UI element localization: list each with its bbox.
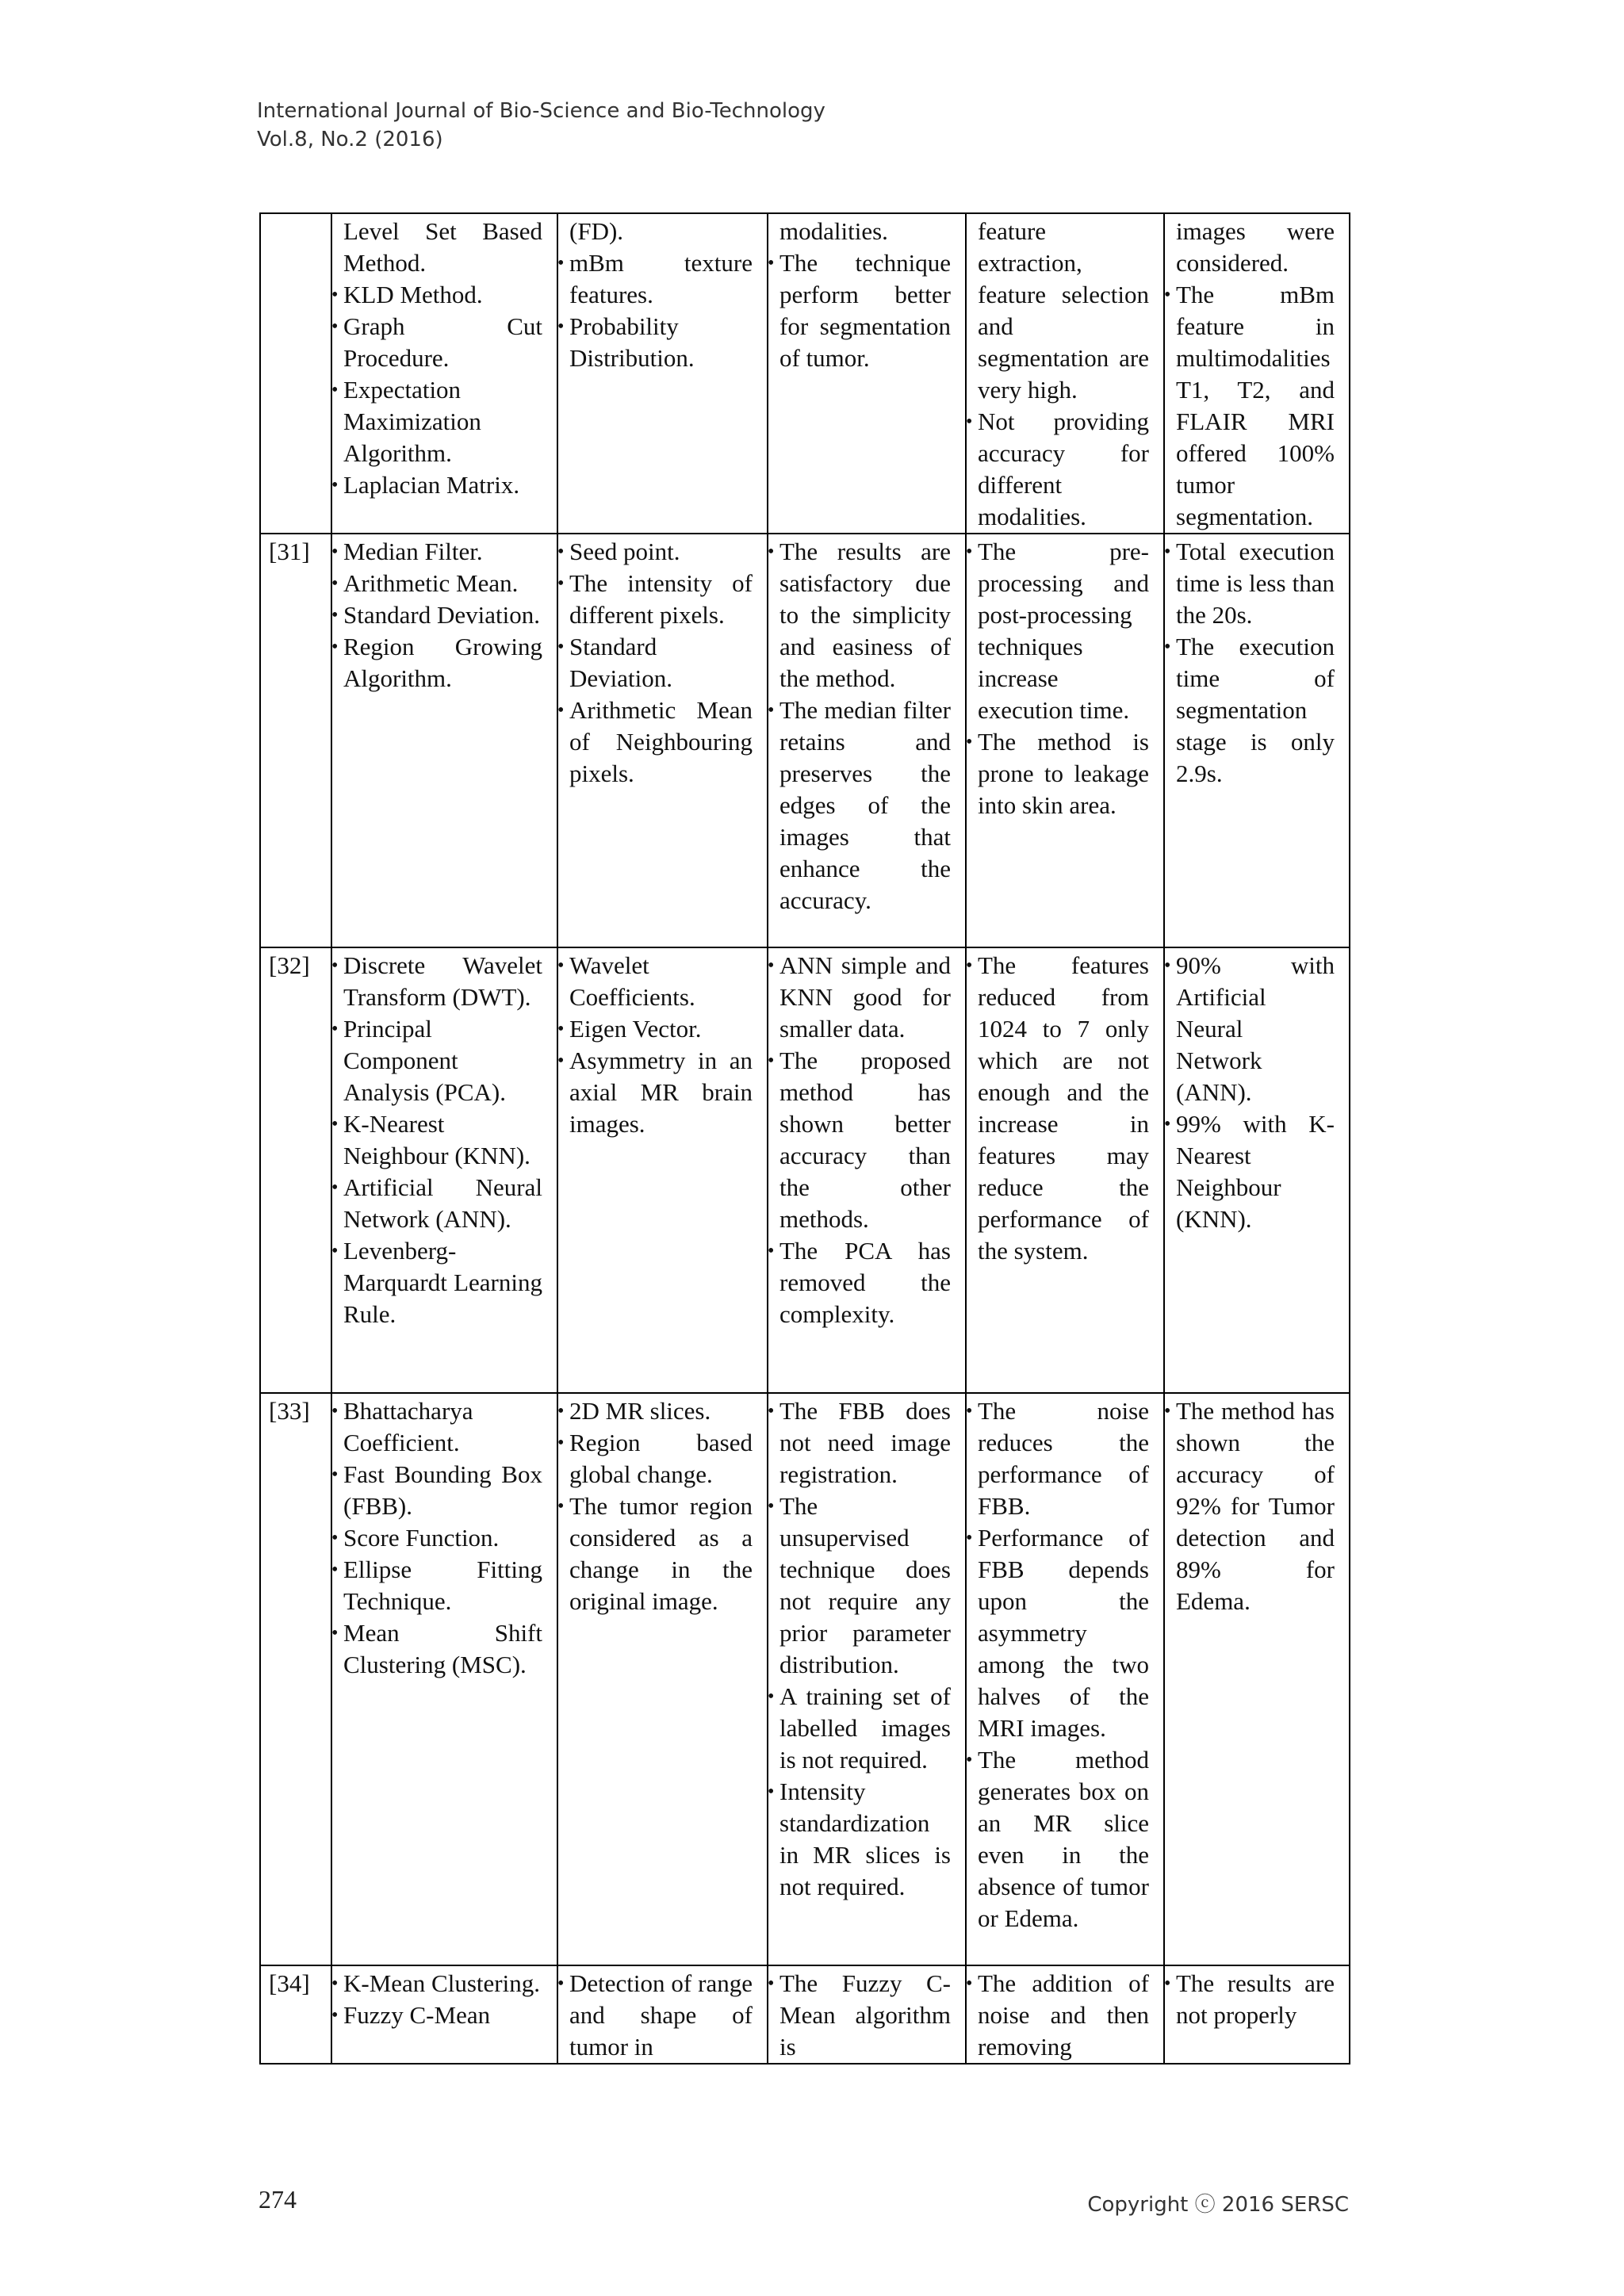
bullet-item [1176,1395,1335,1617]
cell-text: • Levenberg-Marquardt Learning Rule. [343,1237,542,1328]
cell-text: modalities. [779,217,888,245]
cell-text: • The addition of noise and then removing [978,1969,1149,2061]
limitations-cell [966,947,1164,1393]
ref-cell: [34] [260,1965,331,2064]
features-cell [557,947,768,1393]
cell-text: • mBm texture features. [569,249,753,308]
methods-cell [331,1965,557,2064]
methods-cell [331,213,557,534]
cell-text: • Principal Component Analysis (PCA). [343,1015,506,1106]
bullet-item [343,568,542,599]
bullet-list [569,950,753,1140]
limitations-cell [966,1393,1164,1965]
bullet-item [343,950,542,1013]
bullet-item [1176,631,1335,790]
page-number: 274 [259,2185,297,2214]
continued-text [779,216,951,247]
bullet-item [569,247,753,311]
cell-text: • Median Filter. [343,538,483,565]
bullet-item [569,1395,753,1427]
cell-text: • K-Nearest Neighbour (KNN). [343,1110,530,1169]
features-cell [557,1965,768,2064]
cell-text: • The unsupervised technique does not require any prior parameter distribution. [779,1492,951,1678]
bullet-list [978,1968,1149,2063]
cell-text: • Ellipse Fitting Technique. [343,1556,542,1615]
methods-cell [331,534,557,947]
cell-text: • The tumor region considered as a change in the original image. [569,1492,753,1615]
bullet-item [569,311,753,374]
methods-cell [331,947,557,1393]
cell-text: • Wavelet Coefficients. [569,951,695,1011]
bullet-list [343,216,542,501]
continued-text [343,216,542,279]
cell-text: • A training set of labelled images is not required. [779,1682,951,1774]
cell-text: • Region based global change. [569,1429,753,1488]
cell-text: • Asymmetry in an axial MR brain images. [569,1047,753,1138]
bullet-item [343,374,542,469]
bullet-item [978,950,1149,1267]
cell-text: • ANN simple and KNN good for smaller data. [779,951,951,1043]
bullet-list [569,536,753,790]
bullet-item [569,631,753,695]
bullet-list [978,536,1149,821]
bullet-item [343,1459,542,1522]
cell-text: • 99% with K-Nearest Neighbour (KNN). [1176,1110,1335,1233]
cell-text: • Discrete Wavelet Transform (DWT). [343,951,542,1011]
ref-cell [260,213,331,534]
bullet-item [343,536,542,568]
bullet-list [1176,216,1335,533]
results-cell [1164,534,1350,947]
bullet-list [1176,1395,1335,1617]
table-row [260,947,1350,1393]
advantages-cell [768,1393,966,1965]
results-cell [1164,1393,1350,1965]
results-cell [1164,947,1350,1393]
cell-text: • Expectation Maximization Algorithm. [343,376,481,467]
cell-text: • The method has shown the accuracy of 92% for Tumor detection and 89% for Edema. [1176,1397,1335,1615]
bullet-item [779,1968,951,2063]
features-cell [557,534,768,947]
cell-text: • The intensity of different pixels. [569,569,753,629]
bullet-item [343,279,542,311]
methods-cell [331,1393,557,1965]
bullet-item [978,406,1149,533]
journal-title: International Journal of Bio-Science and Bio-Technology [257,99,825,123]
advantages-cell [768,213,966,534]
bullet-item [569,1427,753,1490]
cell-text: • Not providing accuracy for different modalities. [978,408,1149,530]
bullet-list [343,950,542,1330]
cell-text: • The noise reduces the performance of FBB. [978,1397,1149,1520]
bullet-item [343,1522,542,1554]
table-row [260,213,1350,534]
bullet-item [569,1013,753,1045]
bullet-item [779,1235,951,1330]
cell-text: images were considered. [1176,217,1335,277]
bullet-item [978,1522,1149,1744]
cell-text: • The proposed method has shown better accuracy than the other methods. [779,1047,951,1233]
bullet-item [1176,1968,1335,2031]
bullet-item [343,1999,542,2031]
features-cell [557,1393,768,1965]
bullet-list [978,950,1149,1267]
table-row [260,1965,1350,2064]
bullet-item [569,1490,753,1617]
cell-text: • Total execution time is less than the 20s. [1176,538,1335,629]
cell-text: • Bhattacharya Coefficient. [343,1397,473,1456]
bullet-list [1176,1968,1335,2031]
bullet-list [779,1968,951,2063]
advantages-cell [768,534,966,947]
bullet-item [978,536,1149,726]
cell-text: (FD). [569,217,624,245]
cell-text: • Performance of FBB depends upon the asymmetry among the two halves of the MRI images. [978,1524,1149,1742]
bullet-item [343,1172,542,1235]
limitations-cell [966,213,1164,534]
bullet-item [343,1617,542,1681]
cell-text: feature extraction, feature selection and segmentation are very high. [978,217,1149,404]
comparison-table [259,212,1350,2064]
bullet-item [343,1395,542,1459]
cell-text: • Mean Shift Clustering (MSC). [343,1619,542,1678]
cell-text: • The pre-processing and post-processing techniques increase execution time. [978,538,1149,724]
cell-text: • The method is prone to leakage into skin area. [978,728,1149,819]
cell-text: • The mBm feature in multimodalities T1, T2, and FLAIR MRI offered 100% tumor segmentation. [1176,281,1335,530]
cell-text: Level Set Based Method. [343,217,542,277]
bullet-item [1176,536,1335,631]
bullet-item [343,311,542,374]
ref-cell: [32] [260,947,331,1393]
bullet-item [569,568,753,631]
bullet-item [343,599,542,631]
bullet-item [779,1045,951,1235]
table-row [260,1393,1350,1965]
bullet-list [779,216,951,374]
advantages-cell [768,1965,966,2064]
cell-text: • Detection of range and shape of tumor in [569,1969,753,2061]
continued-text [1176,216,1335,279]
bullet-item [569,536,753,568]
bullet-item [779,1490,951,1681]
features-cell [557,213,768,534]
cell-text: • Standard Deviation. [569,633,672,692]
cell-text: • Arithmetic Mean. [343,569,519,597]
cell-text: • The results are satisfactory due to the simplicity and easiness of the method. [779,538,951,692]
cell-text: • K-Mean Clustering. [343,1969,540,1997]
results-cell [1164,1965,1350,2064]
ref-cell: [31] [260,534,331,947]
ref-cell: [33] [260,1393,331,1965]
cell-text: • KLD Method. [343,281,483,308]
cell-text: • 90% with Artificial Neural Network (ANN). [1176,951,1335,1106]
cell-text: • Artificial Neural Network (ANN). [343,1173,542,1233]
bullet-item [779,1395,951,1490]
bullet-item [1176,1108,1335,1235]
cell-text: • The method generates box on an MR slice even in the absence of tumor or Edema. [978,1746,1149,1932]
cell-text: • Standard Deviation. [343,601,540,629]
bullet-list [978,1395,1149,1934]
cell-text: • The Fuzzy C-Mean algorithm is [779,1969,951,2061]
cell-text: • The median filter retains and preserves the edges of the images that enhance the accuracy. [779,696,951,914]
cell-text: • Seed point. [569,538,680,565]
cell-text: • Fuzzy C-Mean [343,2001,491,2029]
bullet-list [569,1395,753,1617]
cell-text: • Intensity standardization in MR slices is not required. [779,1777,951,1900]
bullet-item [1176,279,1335,533]
table-body [260,213,1350,2064]
copyright-notice: Copyright ⓒ 2016 SERSC [1087,2193,1349,2217]
bullet-list [343,536,542,695]
cell-text: • Probability Distribution. [569,312,695,372]
running-header [257,97,825,154]
bullet-list [569,1968,753,2063]
limitations-cell [966,534,1164,947]
cell-text: • Arithmetic Mean of Neighbouring pixels. [569,696,753,787]
bullet-list [978,216,1149,533]
bullet-item [779,950,951,1045]
bullet-list [779,1395,951,1903]
limitations-cell [966,1965,1164,2064]
bullet-item [779,247,951,374]
cell-text: • Graph Cut Procedure. [343,312,542,372]
bullet-item [978,1744,1149,1934]
continued-text [978,216,1149,406]
advantages-cell [768,947,966,1393]
continued-text [569,216,753,247]
bullet-item [569,695,753,790]
bullet-item [343,469,542,501]
bullet-item [343,1554,542,1617]
bullet-item [779,536,951,695]
bullet-list [343,1968,542,2031]
cell-text: • The FBB does not need image registration. [779,1397,951,1488]
bullet-item [343,1013,542,1108]
bullet-item [569,1045,753,1140]
bullet-item [569,1968,753,2063]
cell-text: • 2D MR slices. [569,1397,711,1425]
cell-text: • Region Growing Algorithm. [343,633,542,692]
cell-text: • The results are not properly [1176,1969,1335,2029]
bullet-item [343,631,542,695]
bullet-item [779,1776,951,1903]
bullet-item [779,695,951,916]
bullet-list [569,216,753,374]
cell-text: • Eigen Vector. [569,1015,702,1043]
bullet-item [978,726,1149,821]
bullet-item [343,1968,542,1999]
cell-text: • The execution time of segmentation stage is only 2.9s. [1176,633,1335,787]
bullet-item [343,1108,542,1172]
bullet-item [1176,950,1335,1108]
cell-text: • Laplacian Matrix. [343,471,520,499]
bullet-item [978,1968,1149,2063]
journal-volume: Vol.8, No.2 (2016) [257,128,443,151]
results-cell [1164,213,1350,534]
bullet-item [978,1395,1149,1522]
bullet-list [343,1395,542,1681]
bullet-item [569,950,753,1013]
bullet-list [779,536,951,916]
bullet-item [779,1681,951,1776]
cell-text: • The PCA has removed the complexity. [779,1237,951,1328]
bullet-item [343,1235,542,1330]
cell-text: • Fast Bounding Box (FBB). [343,1460,542,1520]
bullet-list [779,950,951,1330]
bullet-list [1176,536,1335,790]
cell-text: • Score Function. [343,1524,500,1552]
cell-text: • The technique perform better for segmentation of tumor. [779,249,951,372]
table-row [260,534,1350,947]
cell-text: • The features reduced from 1024 to 7 only which are not enough and the increase in features may reduce the performance of the system. [978,951,1149,1265]
bullet-list [1176,950,1335,1235]
